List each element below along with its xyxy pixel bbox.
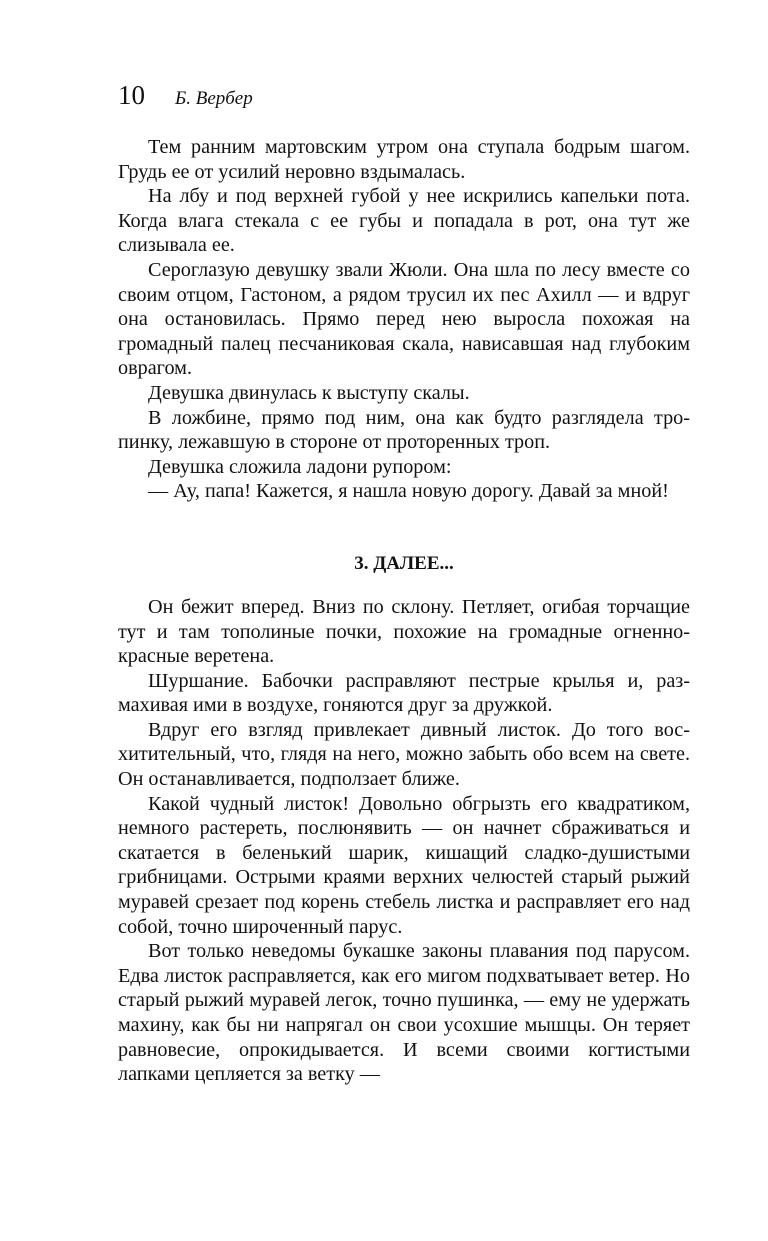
running-head-author: Б. Вербер <box>175 88 253 109</box>
paragraph: Шуршание. Бабочки расправляют пестрые крылья и, размахивая ими в воздухе, гоняются друг за дружкой. <box>118 669 690 717</box>
page-number: 10 <box>118 80 145 110</box>
section-heading: 3. ДАЛЕЕ... <box>354 552 454 574</box>
paragraph: Тем ранним мартовским утром она ступала бодрым шагом. Грудь ее от усилий неровно вздымалась. <box>118 136 690 183</box>
paragraph: Какой чудный листок! Довольно обгрызть его квадратиком, немного растереть, послюнявить — он начнет сбраживаться и скатается в беленький шарик, кишащий сладко-душистыми грибницами. Острыми краями верхних челюстей старый рыжий муравей срезает под корень стебель листка и расправляет его над собой, точно широченный парус. <box>118 792 690 938</box>
paragraph: — Ау, папа! Кажется, я нашла новую дорогу. Давай за мной! <box>148 480 669 503</box>
paragraph: На лбу и под верхней губой у нее искрились капельки пота. Когда влага стекала с ее губы и попадала в рот, она тут же слизывала ее. <box>118 185 690 257</box>
section-spacer <box>118 576 690 595</box>
body-text <box>118 135 690 1087</box>
paragraph: Сероглазую девушку звали Жюли. Она шла по лесу вместе со своим отцом, Гастоном, а рядом трусил их пес Ахилл — и вдруг она остановилась. Прямо перед нею выросла похожая на громадный палец песчаниковая скала, нависавшая над глубоким оврагом. <box>118 258 690 380</box>
section-spacer <box>118 504 690 552</box>
page-header <box>118 80 253 114</box>
paragraph: Он бежит вперед. Вниз по склону. Петляет, огибая торчащие тут и там тополиные почки, похожие на громадные огненно-красные веретена. <box>118 595 690 668</box>
paragraph: Вот только неведомы букашке законы плавания под парусом. Едва листок расправляется, как его мигом подхватывает ветер. Но старый рыжий муравей легок, точно пушинка, — ему не удержать махину, как бы ни напрягал он свои усохшие мышцы. Он теряет равновесие, опрокидывается. И всеми своими когтистыми лапками цепляется за ветку — <box>118 940 690 1086</box>
paragraph: Вдруг его взгляд привлекает дивный листок. До того восхитительный, что, глядя на него, можно забыть обо всем на свете. Он останавливается, подползает ближе. <box>118 718 690 791</box>
paragraph: Девушка двинулась к выступу скалы. <box>148 381 470 404</box>
paragraph: В ложбине, прямо под ним, она как будто разглядела тропинку, лежавшую в стороне от проторенных троп. <box>118 406 690 454</box>
paragraph: Девушка сложила ладони рупором: <box>148 455 452 478</box>
